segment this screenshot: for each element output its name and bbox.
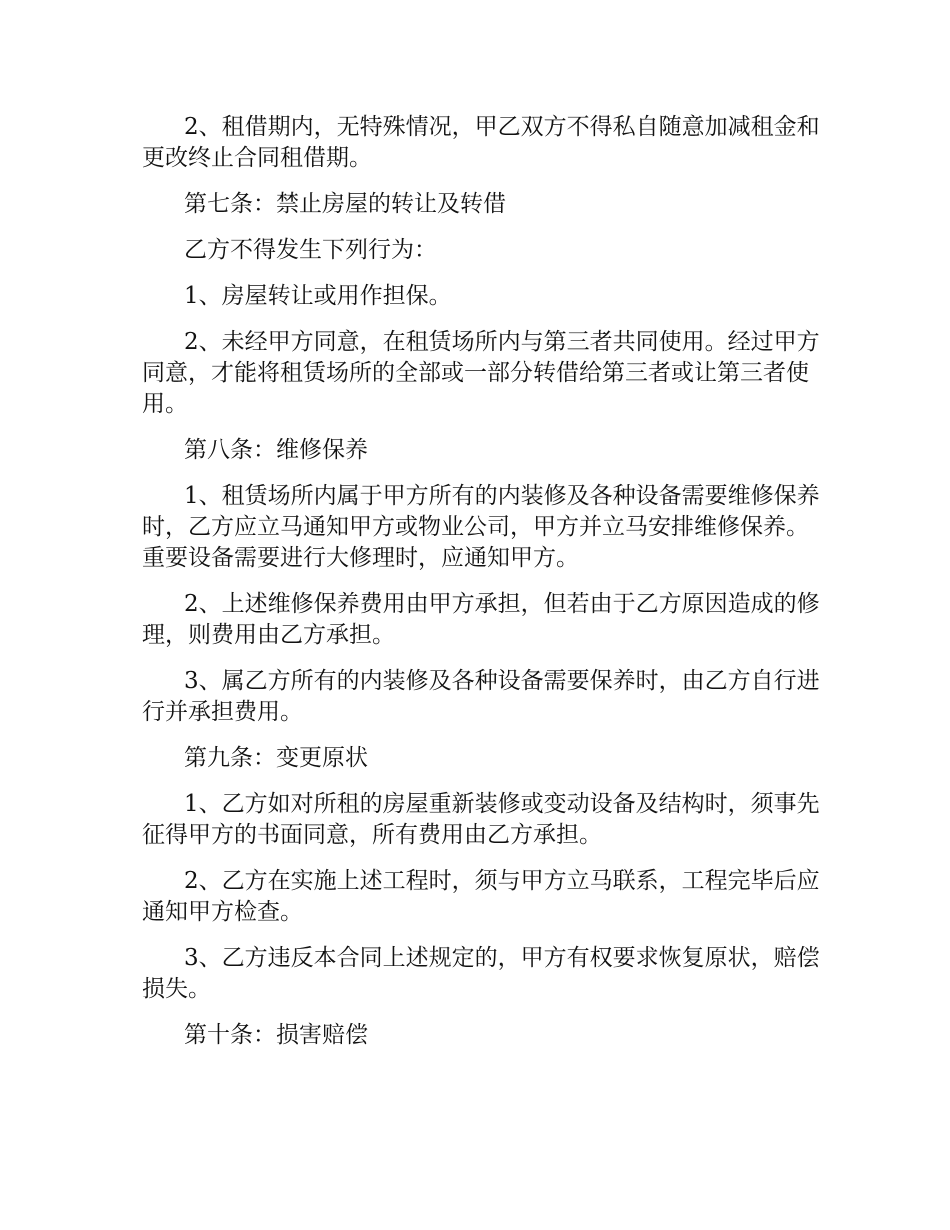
paragraph-maintenance-2: 2、上述维修保养费用由甲方承担，但若由于乙方原因造成的修理，则费用由乙方承担。 <box>142 591 820 648</box>
heading-article-7: 第七条：禁止房屋的转让及转借 <box>184 191 506 217</box>
document-page <box>142 112 822 1066</box>
paragraph-prohibited-intro: 乙方不得发生下列行为： <box>184 237 437 263</box>
heading-article-9: 第九条：变更原状 <box>184 745 368 771</box>
paragraph-alteration-3: 3、乙方违反本合同上述规定的，甲方有权要求恢复原状，赔偿损失。 <box>142 945 820 1002</box>
paragraph-rent-change: 2、租借期内，无特殊情况，甲乙双方不得私自随意加减租金和更改终止合同租借期。 <box>142 114 820 171</box>
paragraph-alteration-2: 2、乙方在实施上述工程时，须与甲方立马联系，工程完毕后应通知甲方检查。 <box>142 868 820 925</box>
paragraph-alteration-1: 1、乙方如对所租的房屋重新装修或变动设备及结构时，须事先征得甲方的书面同意，所有费用由乙方承担。 <box>142 791 820 848</box>
heading-article-8: 第八条：维修保养 <box>184 437 368 463</box>
paragraph-transfer: 1、房屋转让或用作担保。 <box>184 283 452 309</box>
paragraph-third-party-use: 2、未经甲方同意，在租赁场所内与第三者共同使用。经过甲方同意，才能将租赁场所的全部或一部分转借给第三者或让第三者使用。 <box>142 329 820 417</box>
heading-article-10: 第十条：损害赔偿 <box>184 1022 368 1048</box>
paragraph-maintenance-3: 3、属乙方所有的内装修及各种设备需要保养时，由乙方自行进行并承担费用。 <box>142 668 820 725</box>
paragraph-maintenance-1: 1、租赁场所内属于甲方所有的内装修及各种设备需要维修保养时，乙方应立马通知甲方或物业公司，甲方并立马安排维修保养。重要设备需要进行大修理时，应通知甲方。 <box>142 483 820 571</box>
